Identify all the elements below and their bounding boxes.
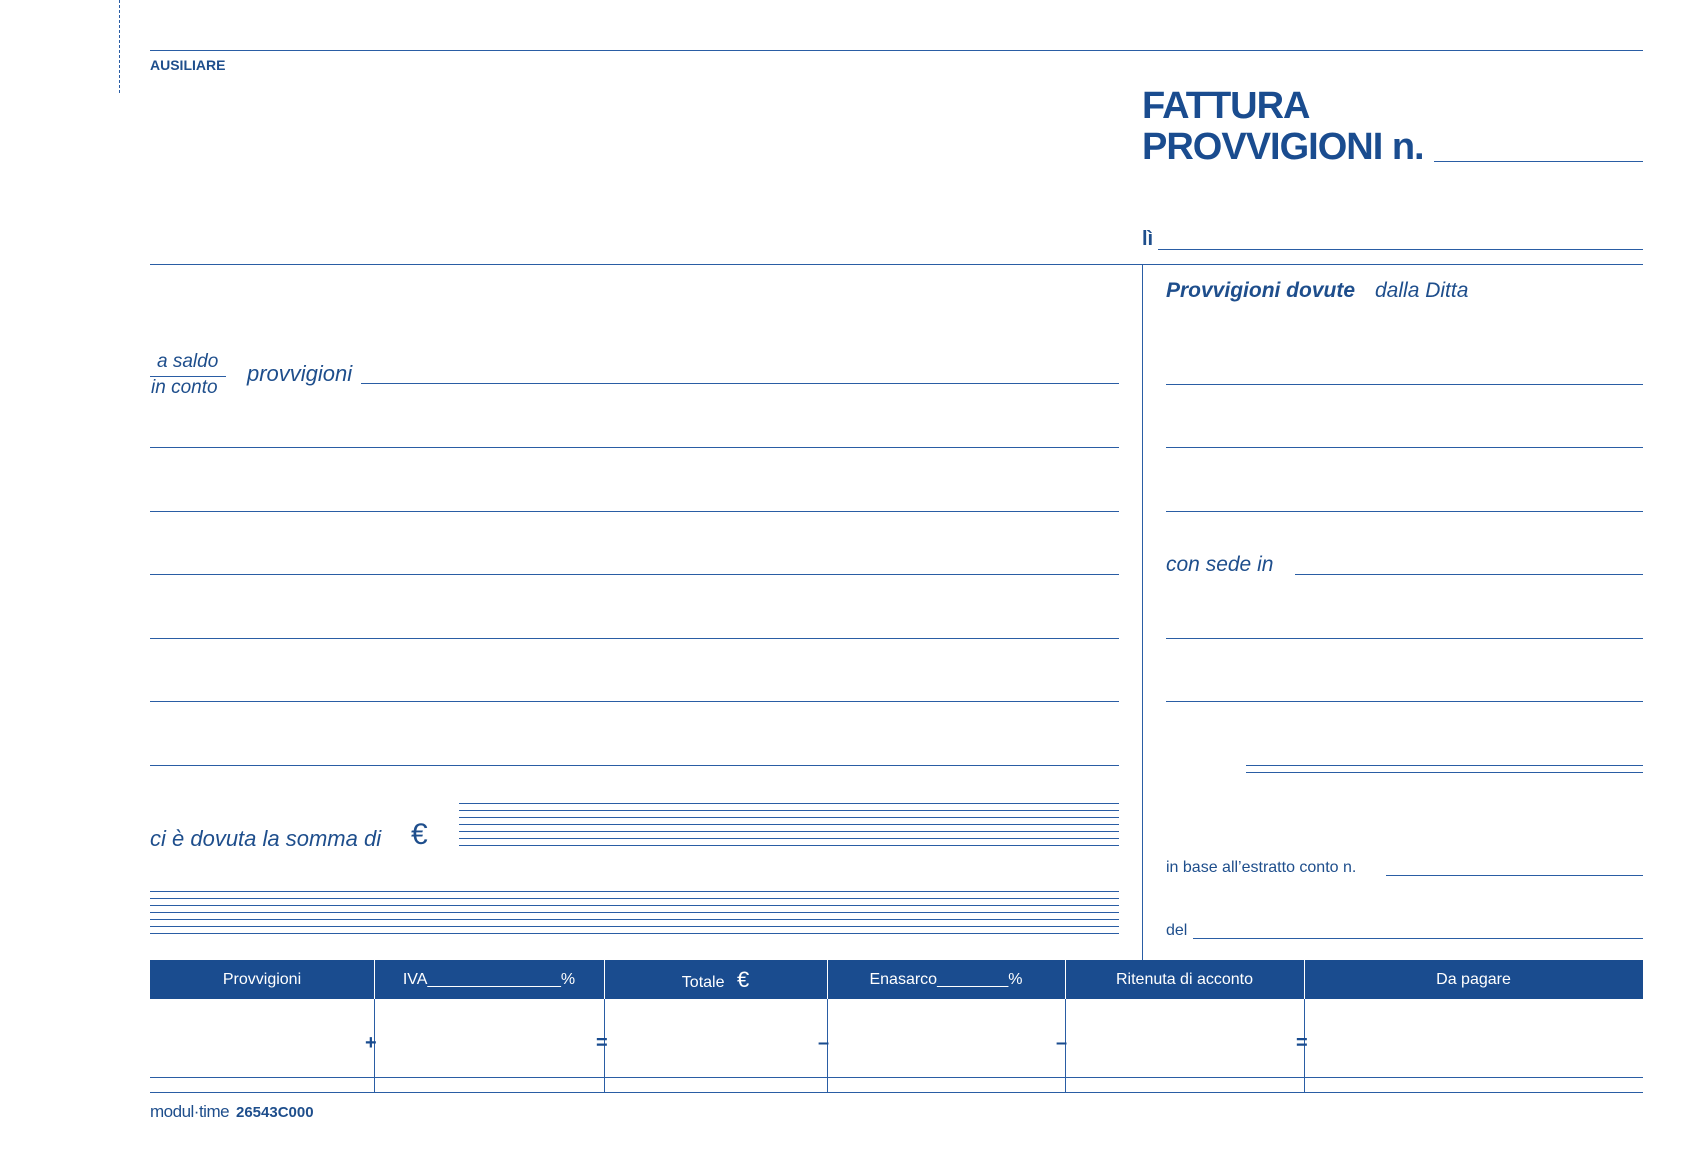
description-line-1[interactable] [150, 447, 1119, 448]
owed-by-label: Provvigioni dovute [1166, 279, 1356, 302]
description-line-4[interactable] [150, 638, 1119, 639]
op-equals-2: = [1296, 1032, 1308, 1054]
somma-label: ci è dovuta la somma di [150, 826, 382, 851]
provvigioni-line[interactable] [361, 383, 1119, 384]
saldo-label: a saldo [157, 351, 219, 372]
provvigioni-label: provvigioni [247, 361, 353, 386]
col-provvigioni: Provvigioni [222, 971, 302, 988]
sede-label: con sede in [1166, 553, 1274, 576]
cell-iva[interactable] [375, 999, 604, 1077]
company-line-2[interactable] [1166, 447, 1643, 448]
cell-da-pagare[interactable] [1305, 999, 1643, 1077]
op-minus-2: – [1056, 1032, 1068, 1054]
sede-line-1[interactable] [1295, 574, 1643, 575]
copy-label: AUSILIARE [150, 57, 226, 73]
conto-label: in conto [151, 377, 218, 398]
description-line-5[interactable] [150, 701, 1119, 702]
brand-logo: modul·time [150, 1102, 230, 1121]
form-code: 26543C000 [236, 1104, 314, 1121]
totals-row-line [150, 1077, 1643, 1078]
col-iva: IVA_______________% [402, 971, 576, 988]
description-line-2[interactable] [150, 511, 1119, 512]
estratto-label: in base all’estratto conto n. [1166, 859, 1357, 876]
op-equals-1: = [596, 1032, 608, 1054]
invoice-number-line[interactable] [1434, 161, 1643, 162]
estratto-line[interactable] [1386, 875, 1643, 876]
totals-bottom-line [150, 1092, 1643, 1093]
col-totale [604, 960, 827, 999]
del-label: del [1166, 922, 1188, 939]
col-enasarco: Enasarco________% [869, 971, 1023, 988]
cell-totale[interactable] [605, 999, 830, 1077]
section-rule [150, 264, 1643, 265]
date-line[interactable] [1158, 249, 1643, 250]
euro-symbol: € [411, 818, 428, 851]
title-line-1: FATTURA [1142, 85, 1310, 127]
cell-provvigioni[interactable] [150, 999, 374, 1077]
col-totale-euro: € [736, 967, 750, 992]
col-da-pagare: Da pagare [1436, 971, 1511, 988]
company-line-1[interactable] [1166, 384, 1643, 385]
perforation-line [119, 0, 120, 93]
date-prefix: lì [1142, 228, 1154, 250]
sede-line-4a[interactable] [1246, 765, 1643, 766]
column-divider [1142, 264, 1143, 960]
description-line-6[interactable] [150, 765, 1119, 766]
sede-line-4b [1246, 772, 1643, 773]
top-rule [150, 50, 1643, 51]
op-plus: + [365, 1032, 377, 1054]
cell-enasarco[interactable] [828, 999, 1068, 1077]
sede-line-3[interactable] [1166, 701, 1643, 702]
description-line-3[interactable] [150, 574, 1119, 575]
title-line-2: PROVVIGIONI n. [1142, 126, 1424, 168]
owed-by-suffix: dalla Ditta [1375, 279, 1469, 302]
del-line[interactable] [1193, 938, 1643, 939]
cell-ritenuta[interactable] [1066, 999, 1304, 1077]
totals-header [150, 960, 1643, 999]
op-minus-1: – [818, 1032, 830, 1054]
col-ritenuta: Ritenuta di acconto [1116, 971, 1253, 988]
company-line-3[interactable] [1166, 511, 1643, 512]
col-totale-label: Totale [681, 974, 725, 991]
sede-line-2[interactable] [1166, 638, 1643, 639]
